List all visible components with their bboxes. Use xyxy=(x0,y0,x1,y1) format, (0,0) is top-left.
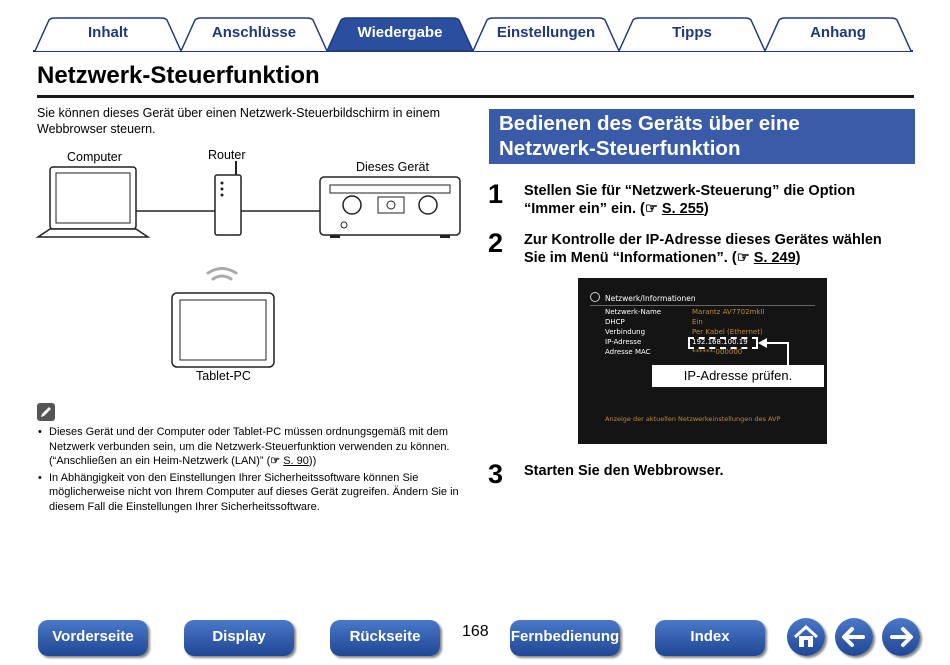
step-line-text: Sie im Menü “Informationen”. ( xyxy=(524,250,737,266)
nav-index-button[interactable]: Index xyxy=(655,620,765,656)
step-tail: ) xyxy=(795,250,801,266)
nav-fernbedienung-button[interactable]: Fernbedienung xyxy=(510,620,620,656)
row-value: Ein xyxy=(692,318,703,326)
row-label: Netzwerk-Name xyxy=(605,308,662,316)
home-button[interactable] xyxy=(787,618,825,656)
tab-inhalt[interactable]: Inhalt xyxy=(88,24,128,41)
row-value: ******-000000 xyxy=(692,348,743,356)
computer-label: Computer xyxy=(67,150,122,164)
forward-button[interactable] xyxy=(882,618,920,656)
router-icon xyxy=(215,161,241,235)
tablet-icon xyxy=(172,293,274,367)
list-item xyxy=(37,471,467,515)
step-text xyxy=(524,231,914,267)
arrow-right-icon xyxy=(882,618,920,656)
home-icon xyxy=(787,618,825,656)
step-line: Starten Sie den Webbrowser. xyxy=(524,463,724,479)
row-value: 192.168.100.19 xyxy=(692,338,748,346)
laptop-icon xyxy=(38,167,148,237)
step-line-text: “Immer ein” ein. ( xyxy=(524,201,645,217)
screen-header: Netzwerk/Informationen xyxy=(605,294,696,303)
pencil-note-icon xyxy=(37,403,55,421)
intro-text: Sie können dieses Gerät über einen Netzwerk-Steuerbildschirm in einem Webbrowser steuern. xyxy=(37,106,440,136)
globe-icon xyxy=(590,292,600,302)
step-line xyxy=(524,249,914,267)
row-label: DHCP xyxy=(605,318,625,326)
section-title-line1: Bedienen des Geräts über eine xyxy=(499,112,800,135)
nav-rueckseite-button[interactable]: Rückseite xyxy=(330,620,440,656)
page-title: Netzwerk-Steuerfunktion xyxy=(37,62,320,89)
tab-anhang[interactable]: Anhang xyxy=(810,24,866,41)
back-button[interactable] xyxy=(835,618,873,656)
page-link[interactable]: S. 90 xyxy=(283,455,309,467)
tab-einstellungen[interactable]: Einstellungen xyxy=(496,24,596,41)
row-label: Verbindung xyxy=(605,328,646,336)
callout-label: IP-Adresse prüfen. xyxy=(652,365,824,387)
row-label: IP-Adresse xyxy=(605,338,642,346)
list-item xyxy=(37,425,467,469)
row-value: Marantz AV7702mkII xyxy=(692,308,765,316)
step-line: Stellen Sie für “Netzwerk-Steuerung” die Option xyxy=(524,183,856,199)
title-divider xyxy=(37,95,914,98)
reference-hand-icon: ☞ xyxy=(270,455,281,467)
step-number: 3 xyxy=(488,459,504,489)
note-tail: )) xyxy=(308,455,317,467)
tab-bar xyxy=(33,17,913,53)
router-label: Router xyxy=(208,148,246,162)
arrow-left-icon xyxy=(835,618,873,656)
page-link[interactable]: S. 249 xyxy=(753,250,796,266)
tab-anschluesse[interactable]: Anschlüsse xyxy=(211,24,297,41)
note-text: Dieses Gerät und der Computer oder Tablet-PC müssen ordnungsgemäß mit dem Netzwerk verbunden sein, um die Netzwerk-Steuerfunktion verwenden zu können. (“Anschließen an ein Heim-Netzwerk (LAN)” ( xyxy=(49,426,450,467)
wifi-icon xyxy=(208,269,236,280)
screen-footer: Anzeige der aktuellen Netzwerkeinstellungen des AVP xyxy=(605,415,781,423)
page-link[interactable]: S. 255 xyxy=(661,201,704,217)
reference-hand-icon: ☞ xyxy=(644,201,658,217)
nav-vorderseite-button[interactable]: Vorderseite xyxy=(38,620,148,656)
page-number: 168 xyxy=(462,623,489,640)
notes-list xyxy=(37,425,467,516)
ip-highlight-box xyxy=(688,337,758,349)
step-tail: ) xyxy=(703,201,709,217)
tab-tipps[interactable]: Tipps xyxy=(672,24,712,41)
step-line: Zur Kontrolle der IP-Adresse dieses Gerätes wählen xyxy=(524,232,882,248)
step-text xyxy=(524,182,914,218)
step-number: 1 xyxy=(488,179,504,209)
tablet-label: Tablet-PC xyxy=(196,369,251,383)
row-value: Per Kabel (Ethernet) xyxy=(692,328,763,336)
network-diagram xyxy=(30,145,480,390)
device-label: Dieses Gerät xyxy=(356,160,429,174)
screen-divider xyxy=(590,305,815,306)
tab-wiedergabe[interactable]: Wiedergabe xyxy=(357,24,443,41)
network-diagram-drawing xyxy=(30,145,480,390)
step-line xyxy=(524,200,914,218)
receiver-icon xyxy=(320,177,460,238)
step-number: 2 xyxy=(488,228,504,258)
nav-display-button[interactable]: Display xyxy=(184,620,294,656)
step-text xyxy=(524,462,914,480)
section-header xyxy=(489,109,915,164)
reference-hand-icon: ☞ xyxy=(736,250,750,266)
row-label: Adresse MAC xyxy=(605,348,651,356)
note-text: In Abhängigkeit von den Einstellungen Ihrer Sicherheitssoftware können Sie möglicherweise nicht von Ihrem Computer auf dieses Gerät zugreifen. Ändern Sie in diesem Fall die Einstellungen Ihrer Sicherheitssoftware. xyxy=(49,471,459,513)
section-title-line2: Netzwerk-Steuerfunktion xyxy=(499,137,741,160)
callout-arrow-icon xyxy=(758,336,792,366)
